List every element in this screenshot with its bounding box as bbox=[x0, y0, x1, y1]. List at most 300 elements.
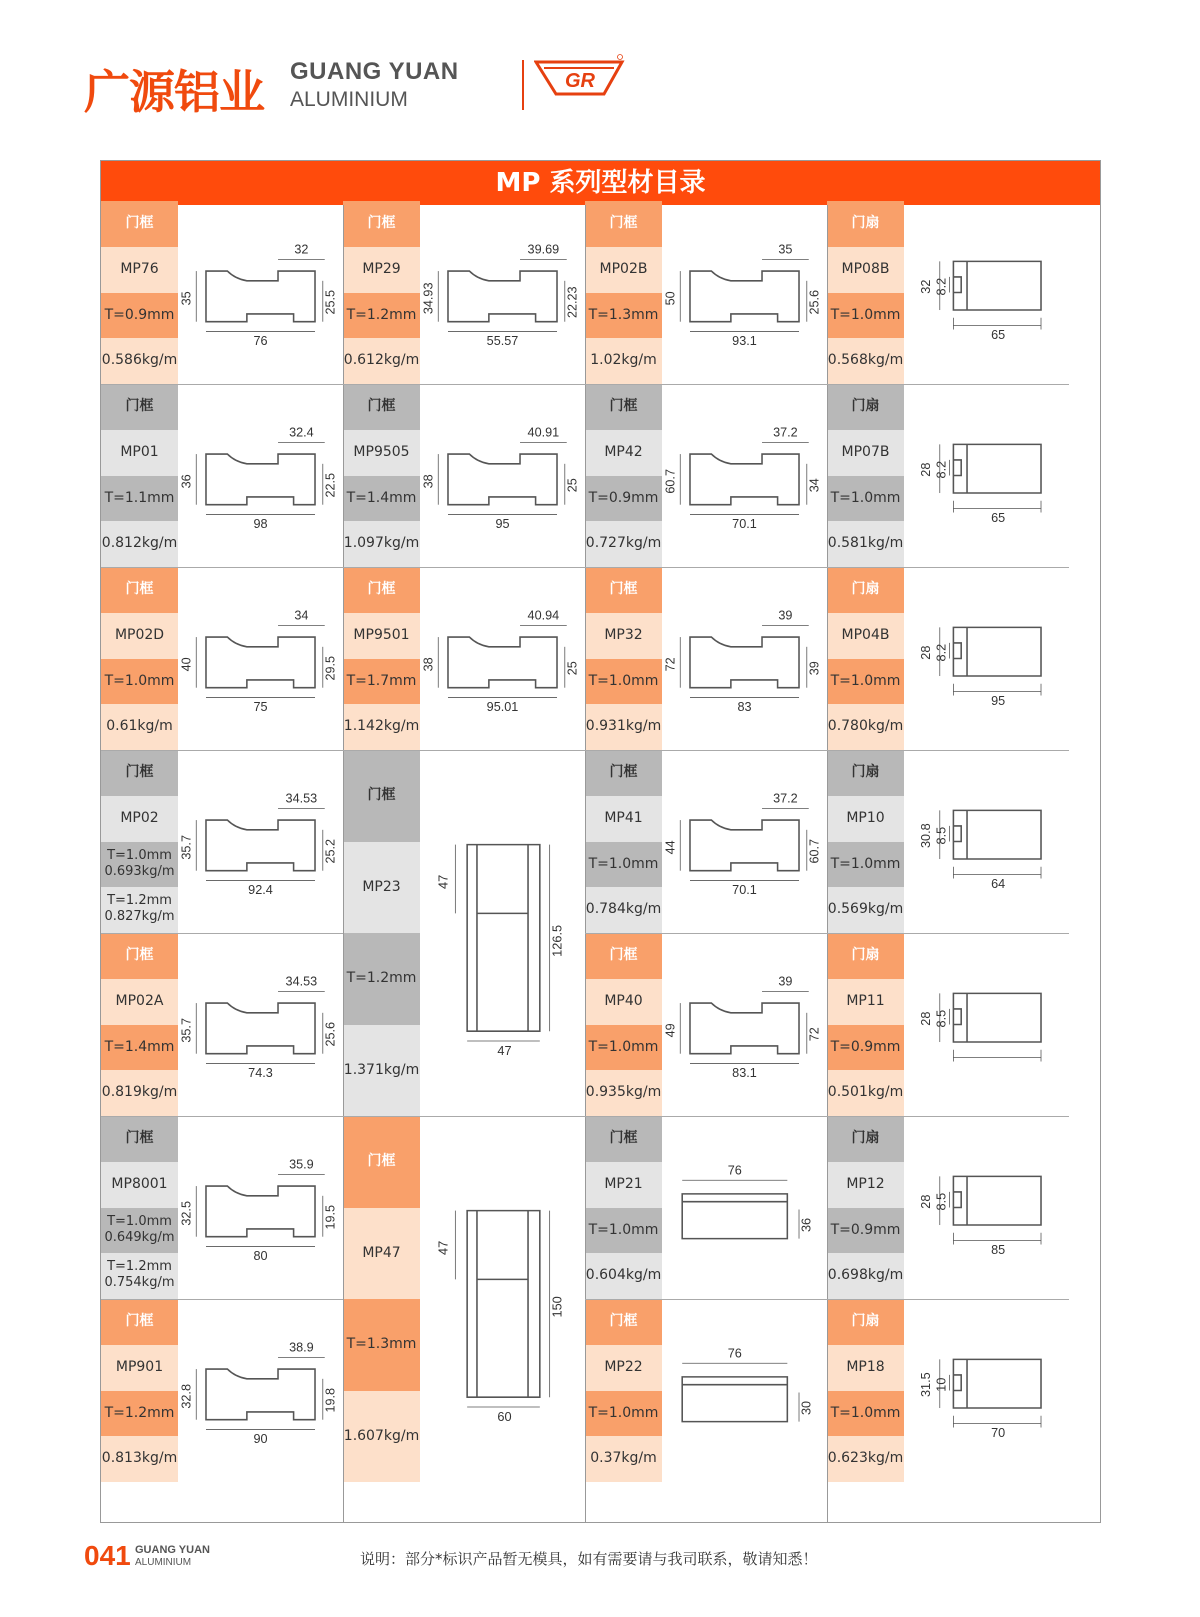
row-divider bbox=[827, 933, 1069, 934]
row-divider bbox=[585, 933, 827, 934]
unit-weight: 0.812kg/m bbox=[101, 521, 178, 567]
wall-thickness: T=1.7mm bbox=[343, 659, 420, 705]
profile-cell bbox=[827, 1116, 1069, 1299]
thickness-value: T=1.0mm bbox=[107, 847, 172, 863]
unit-weight: 1.097kg/m bbox=[343, 521, 420, 567]
row-divider bbox=[827, 1299, 1069, 1300]
catalog-title: MP 系列型材目录 bbox=[101, 161, 1100, 205]
dimension-label: 10 bbox=[934, 1377, 949, 1392]
profile-type: 门框 bbox=[585, 933, 662, 979]
dimension-label: 35.9 bbox=[289, 1157, 314, 1172]
model-number: MP32 bbox=[585, 613, 662, 659]
dimension-label: 32.8 bbox=[179, 1384, 194, 1409]
profile-drawing bbox=[420, 384, 585, 567]
column-divider bbox=[585, 205, 586, 1523]
dimension-label: 55.57 bbox=[486, 334, 519, 349]
dimension-label: 35.7 bbox=[179, 1018, 194, 1043]
profile-drawing-area bbox=[178, 1116, 343, 1299]
brand-logo-icon bbox=[534, 54, 626, 104]
profile-type: 门扇 bbox=[827, 567, 904, 613]
wall-thickness bbox=[101, 1208, 178, 1260]
profile-drawing-area bbox=[904, 201, 1069, 384]
profile-drawing bbox=[178, 384, 343, 567]
profile-drawing-area bbox=[178, 384, 343, 567]
dimension-label: 39.69 bbox=[527, 242, 560, 257]
profile-cell bbox=[585, 1116, 827, 1299]
brand-name-en-sub: ALUMINIUM bbox=[290, 88, 408, 111]
profile-cell bbox=[101, 750, 343, 933]
profile-drawing-area bbox=[662, 567, 827, 750]
dimension-label: 36 bbox=[799, 1217, 814, 1233]
profile-type: 门扇 bbox=[827, 933, 904, 979]
thickness-value: T=1.2mm bbox=[107, 893, 172, 909]
dimension-label: 37.2 bbox=[773, 425, 798, 440]
model-number: MP21 bbox=[585, 1162, 662, 1208]
dimension-label: 38.9 bbox=[289, 1340, 314, 1355]
unit-weight: 0.569kg/m bbox=[827, 887, 904, 933]
profile-drawing bbox=[662, 750, 827, 933]
profile-drawing bbox=[420, 1116, 585, 1482]
dimension-label: 40.94 bbox=[527, 608, 560, 623]
row-divider bbox=[101, 933, 343, 934]
unit-weight bbox=[101, 887, 178, 939]
footer-brand-sub: ALUMINIUM bbox=[135, 1557, 192, 1568]
weight-value: 0.827kg/m bbox=[104, 909, 175, 925]
profile-drawing-area bbox=[420, 201, 585, 384]
profile-drawing-area bbox=[178, 933, 343, 1116]
dimension-label: 95.01 bbox=[486, 700, 519, 715]
profile-type: 门扇 bbox=[827, 1116, 904, 1162]
model-number: MP02D bbox=[101, 613, 178, 659]
dimension-label: 36 bbox=[179, 474, 194, 489]
thickness-value: T=1.2mm bbox=[107, 1259, 172, 1275]
profile-drawing-area bbox=[662, 750, 827, 933]
model-number: MP22 bbox=[585, 1345, 662, 1391]
profile-drawing-area bbox=[904, 1299, 1069, 1482]
unit-weight: 1.607kg/m bbox=[343, 1391, 420, 1483]
profile-drawing bbox=[662, 1299, 827, 1482]
unit-weight: 0.586kg/m bbox=[101, 338, 178, 384]
profile-type: 门扇 bbox=[827, 384, 904, 430]
dimension-label: 34 bbox=[294, 608, 309, 623]
dimension-label: 92.4 bbox=[248, 883, 273, 898]
dimension-label: 25.2 bbox=[323, 838, 338, 864]
dimension-label: 30.8 bbox=[919, 823, 934, 848]
dimension-label: 34.93 bbox=[421, 282, 436, 315]
wall-thickness: T=1.0mm bbox=[101, 659, 178, 705]
dimension-label: 39 bbox=[807, 661, 822, 676]
dimension-label: 98 bbox=[253, 517, 268, 532]
row-divider bbox=[343, 567, 585, 568]
profile-drawing bbox=[178, 750, 343, 933]
brand-name-cn: 广源铝业 bbox=[84, 65, 264, 119]
profile-drawing bbox=[178, 933, 343, 1116]
profile-type: 门框 bbox=[343, 201, 420, 247]
page-number: 041 bbox=[84, 1540, 131, 1571]
profile-drawing bbox=[904, 201, 1069, 384]
model-number: MP11 bbox=[827, 979, 904, 1025]
profile-drawing-area bbox=[178, 1299, 343, 1482]
dimension-label: 47 bbox=[435, 874, 451, 890]
dimension-label: 22.23 bbox=[565, 286, 580, 319]
dimension-label: 37.2 bbox=[773, 791, 798, 806]
dimension-label: 70 bbox=[991, 1426, 1006, 1441]
unit-weight: 0.935kg/m bbox=[585, 1070, 662, 1116]
dimension-label: 70.1 bbox=[732, 517, 757, 532]
profile-cell bbox=[343, 384, 585, 567]
profile-type: 门框 bbox=[343, 384, 420, 430]
profile-drawing bbox=[420, 750, 585, 1116]
profile-drawing-area bbox=[420, 567, 585, 750]
unit-weight: 0.623kg/m bbox=[827, 1436, 904, 1482]
dimension-label: 60.7 bbox=[807, 838, 822, 864]
profile-type: 门框 bbox=[343, 1116, 420, 1208]
wall-thickness: T=1.0mm bbox=[585, 1025, 662, 1071]
profile-cell bbox=[101, 933, 343, 1116]
unit-weight: 0.604kg/m bbox=[585, 1253, 662, 1299]
unit-weight: 0.581kg/m bbox=[827, 521, 904, 567]
profile-drawing bbox=[662, 933, 827, 1116]
dimension-label: 8.2 bbox=[934, 277, 949, 296]
dimension-label: 47 bbox=[497, 1042, 512, 1058]
wall-thickness bbox=[101, 842, 178, 894]
wall-thickness: T=0.9mm bbox=[827, 1208, 904, 1254]
profile-cell bbox=[101, 201, 343, 384]
profile-drawing bbox=[904, 750, 1069, 933]
dimension-label: 39 bbox=[778, 608, 793, 623]
dimension-label: 8.5 bbox=[934, 1009, 949, 1028]
unit-weight: 0.813kg/m bbox=[101, 1436, 178, 1482]
wall-thickness: T=1.1mm bbox=[101, 476, 178, 522]
dimension-label: 40.91 bbox=[527, 425, 560, 440]
model-number: MP9505 bbox=[343, 430, 420, 476]
row-divider bbox=[101, 384, 343, 385]
unit-weight: 0.931kg/m bbox=[585, 704, 662, 750]
dimension-label: 32 bbox=[919, 279, 934, 294]
row-divider bbox=[343, 384, 585, 385]
wall-thickness: T=1.0mm bbox=[827, 659, 904, 705]
model-number: MP08B bbox=[827, 247, 904, 293]
dimension-label: 28 bbox=[919, 645, 934, 660]
profile-drawing bbox=[904, 384, 1069, 567]
dimension-label: 65 bbox=[991, 328, 1006, 343]
profile-drawing-area bbox=[662, 384, 827, 567]
wall-thickness: T=1.0mm bbox=[585, 1391, 662, 1437]
dimension-label: 76 bbox=[727, 1163, 742, 1178]
profile-cell bbox=[585, 384, 827, 567]
profile-type: 门框 bbox=[101, 750, 178, 796]
dimension-label: 60.7 bbox=[663, 469, 678, 494]
dimension-label: 40 bbox=[179, 657, 194, 672]
brand-mark-text: GR bbox=[565, 70, 595, 92]
unit-weight: 1.02kg/m bbox=[585, 338, 662, 384]
wall-thickness: T=1.0mm bbox=[585, 1208, 662, 1254]
dimension-label: 47 bbox=[435, 1240, 451, 1256]
model-number: MP18 bbox=[827, 1345, 904, 1391]
dimension-label: 35 bbox=[179, 291, 194, 306]
row-divider bbox=[343, 1116, 585, 1117]
profile-drawing-area bbox=[904, 567, 1069, 750]
profile-drawing-area bbox=[420, 750, 585, 1116]
dimension-label: 34.53 bbox=[285, 791, 318, 806]
column-divider bbox=[827, 205, 828, 1523]
dimension-label: 93.1 bbox=[732, 334, 757, 349]
profile-type: 门扇 bbox=[827, 1299, 904, 1345]
dimension-label: 75 bbox=[253, 700, 268, 715]
dimension-label: 32.5 bbox=[179, 1201, 194, 1226]
row-divider bbox=[343, 750, 585, 751]
wall-thickness: T=1.0mm bbox=[827, 293, 904, 339]
profile-type: 门框 bbox=[585, 1299, 662, 1345]
dimension-label: 126.5 bbox=[549, 924, 565, 957]
dimension-label: 28 bbox=[919, 1194, 934, 1209]
dimension-label: 72 bbox=[663, 657, 678, 672]
dimension-label: 34.53 bbox=[285, 974, 318, 989]
model-number: MP12 bbox=[827, 1162, 904, 1208]
dimension-label: 76 bbox=[253, 334, 268, 349]
profile-drawing bbox=[420, 567, 585, 750]
dimension-label: 39 bbox=[778, 974, 793, 989]
profile-cell-tall bbox=[343, 750, 585, 1116]
dimension-label: 64 bbox=[991, 877, 1006, 892]
model-number: MP901 bbox=[101, 1345, 178, 1391]
row-divider bbox=[827, 384, 1069, 385]
dimension-label: 19.8 bbox=[323, 1387, 338, 1413]
profile-type: 门框 bbox=[585, 1116, 662, 1162]
model-number: MP29 bbox=[343, 247, 420, 293]
profile-type: 门框 bbox=[101, 1116, 178, 1162]
model-number: MP02A bbox=[101, 979, 178, 1025]
dimension-label: 60 bbox=[497, 1408, 512, 1424]
profile-drawing-area bbox=[662, 1116, 827, 1299]
profile-cell bbox=[585, 1299, 827, 1482]
profile-drawing bbox=[904, 567, 1069, 750]
dimension-label: 25 bbox=[565, 478, 580, 493]
model-number: MP42 bbox=[585, 430, 662, 476]
profile-drawing-area bbox=[178, 567, 343, 750]
profile-drawing bbox=[662, 201, 827, 384]
thickness-value: T=1.0mm bbox=[107, 1213, 172, 1229]
catalog-table bbox=[100, 160, 1101, 1523]
profile-type: 门框 bbox=[101, 1299, 178, 1345]
profile-cell bbox=[101, 384, 343, 567]
wall-thickness: T=1.2mm bbox=[343, 933, 420, 1025]
row-divider bbox=[101, 750, 343, 751]
dimension-label: 85 bbox=[991, 1243, 1006, 1258]
profile-type: 门框 bbox=[101, 384, 178, 430]
row-divider bbox=[827, 567, 1069, 568]
model-number: MP9501 bbox=[343, 613, 420, 659]
row-divider bbox=[585, 384, 827, 385]
profile-cell bbox=[827, 750, 1069, 933]
profile-type: 门框 bbox=[585, 384, 662, 430]
dimension-label: 72 bbox=[807, 1027, 822, 1042]
dimension-label: 30 bbox=[799, 1400, 814, 1416]
profile-drawing bbox=[178, 1116, 343, 1299]
model-number: MP01 bbox=[101, 430, 178, 476]
profile-cell-tall bbox=[343, 1116, 585, 1482]
wall-thickness: T=1.0mm bbox=[827, 842, 904, 888]
dimension-label: 95 bbox=[495, 517, 510, 532]
profile-type: 门扇 bbox=[827, 201, 904, 247]
unit-weight: 0.61kg/m bbox=[101, 704, 178, 750]
row-divider bbox=[101, 1116, 343, 1117]
dimension-label: 8.2 bbox=[934, 643, 949, 662]
profile-drawing-area bbox=[662, 201, 827, 384]
footer-note: 说明：部分*标识产品暂无模具，如有需要请与我司联系，敬请知悉！ bbox=[360, 1550, 818, 1568]
model-number: MP23 bbox=[343, 842, 420, 934]
dimension-label: 28 bbox=[919, 1011, 934, 1026]
model-number: MP10 bbox=[827, 796, 904, 842]
wall-thickness: T=1.0mm bbox=[827, 476, 904, 522]
wall-thickness: T=0.9mm bbox=[101, 293, 178, 339]
wall-thickness: T=0.9mm bbox=[827, 1025, 904, 1071]
model-number: MP8001 bbox=[101, 1162, 178, 1208]
dimension-label: 70.1 bbox=[732, 883, 757, 898]
dimension-label: 80 bbox=[253, 1249, 268, 1264]
wall-thickness: T=1.2mm bbox=[101, 1391, 178, 1437]
row-divider bbox=[585, 1299, 827, 1300]
profile-drawing bbox=[662, 384, 827, 567]
profile-drawing bbox=[178, 567, 343, 750]
dimension-label: 34 bbox=[807, 478, 822, 493]
row-divider bbox=[101, 567, 343, 568]
wall-thickness: T=1.0mm bbox=[585, 659, 662, 705]
profile-cell bbox=[827, 201, 1069, 384]
weight-value: 0.754kg/m bbox=[104, 1275, 175, 1291]
profile-cell bbox=[827, 567, 1069, 750]
row-divider bbox=[585, 1116, 827, 1117]
dimension-label: 38 bbox=[421, 657, 436, 672]
column-divider bbox=[343, 205, 344, 1523]
dimension-label: 74.3 bbox=[248, 1066, 273, 1081]
wall-thickness: T=1.3mm bbox=[343, 1299, 420, 1391]
row-divider bbox=[585, 750, 827, 751]
weight-value: 0.693kg/m bbox=[104, 863, 175, 879]
profile-cell bbox=[827, 933, 1069, 1116]
dimension-label: 22.5 bbox=[323, 472, 338, 498]
dimension-label: 32 bbox=[294, 242, 309, 257]
profile-type: 门框 bbox=[101, 201, 178, 247]
profile-drawing-area bbox=[904, 933, 1069, 1116]
model-number: MP04B bbox=[827, 613, 904, 659]
wall-thickness: T=0.9mm bbox=[585, 476, 662, 522]
wall-thickness: T=1.4mm bbox=[343, 476, 420, 522]
dimension-label: 8.5 bbox=[934, 826, 949, 845]
profile-type: 门框 bbox=[585, 567, 662, 613]
dimension-label: 38 bbox=[421, 474, 436, 489]
profile-drawing bbox=[904, 933, 1069, 1116]
profile-drawing bbox=[178, 201, 343, 384]
brand-header bbox=[84, 52, 604, 122]
model-number: MP47 bbox=[343, 1208, 420, 1300]
profile-type: 门框 bbox=[101, 567, 178, 613]
footer-brand: GUANG YUAN bbox=[135, 1544, 210, 1556]
wall-thickness: T=1.4mm bbox=[101, 1025, 178, 1071]
model-number: MP76 bbox=[101, 247, 178, 293]
row-divider bbox=[585, 567, 827, 568]
dimension-label: 83 bbox=[737, 700, 752, 715]
profile-type: 门框 bbox=[343, 750, 420, 842]
profile-drawing-area bbox=[904, 384, 1069, 567]
dimension-label: 90 bbox=[253, 1432, 268, 1447]
dimension-label: 29.5 bbox=[323, 655, 338, 681]
unit-weight: 0.780kg/m bbox=[827, 704, 904, 750]
profile-cell bbox=[101, 567, 343, 750]
profile-cell bbox=[585, 567, 827, 750]
profile-cell bbox=[585, 933, 827, 1116]
profile-cell bbox=[585, 201, 827, 384]
dimension-label: 28 bbox=[919, 462, 934, 477]
dimension-label: 44 bbox=[663, 840, 678, 855]
dimension-label: 65 bbox=[991, 511, 1006, 526]
dimension-label: 35 bbox=[778, 242, 793, 257]
model-number: MP07B bbox=[827, 430, 904, 476]
row-divider bbox=[827, 1116, 1069, 1117]
profile-drawing-area bbox=[662, 933, 827, 1116]
dimension-label: 31.5 bbox=[919, 1372, 934, 1397]
profile-drawing bbox=[178, 1299, 343, 1482]
profile-type: 门框 bbox=[585, 201, 662, 247]
profile-drawing-area bbox=[904, 1116, 1069, 1299]
unit-weight: 0.698kg/m bbox=[827, 1253, 904, 1299]
wall-thickness: T=1.0mm bbox=[585, 842, 662, 888]
dimension-label: 25.5 bbox=[323, 289, 338, 315]
profile-drawing bbox=[662, 567, 827, 750]
dimension-label: 83.1 bbox=[732, 1066, 757, 1081]
profile-cell bbox=[101, 1299, 343, 1482]
unit-weight: 0.37kg/m bbox=[585, 1436, 662, 1482]
profile-cell bbox=[827, 384, 1069, 567]
dimension-label: 32.4 bbox=[289, 425, 314, 440]
unit-weight: 1.142kg/m bbox=[343, 704, 420, 750]
profile-cell bbox=[343, 201, 585, 384]
wall-thickness: T=1.3mm bbox=[585, 293, 662, 339]
dimension-label: 25 bbox=[565, 661, 580, 676]
model-number: MP02 bbox=[101, 796, 178, 842]
unit-weight: 0.819kg/m bbox=[101, 1070, 178, 1116]
dimension-label: 25.6 bbox=[807, 289, 822, 315]
profile-drawing-area bbox=[420, 384, 585, 567]
dimension-label: 50 bbox=[663, 291, 678, 306]
dimension-label: 49 bbox=[663, 1023, 678, 1038]
dimension-label: 8.5 bbox=[934, 1192, 949, 1211]
weight-value: 0.649kg/m bbox=[104, 1229, 175, 1245]
profile-drawing bbox=[420, 201, 585, 384]
profile-type: 门框 bbox=[101, 933, 178, 979]
profile-drawing bbox=[662, 1116, 827, 1299]
profile-cell bbox=[343, 567, 585, 750]
dimension-label: 76 bbox=[727, 1346, 742, 1361]
dimension-label: 35.7 bbox=[179, 835, 194, 860]
row-divider bbox=[827, 750, 1069, 751]
profile-drawing-area bbox=[662, 1299, 827, 1482]
profile-drawing bbox=[904, 1116, 1069, 1299]
dimension-label: 8.2 bbox=[934, 460, 949, 479]
profile-drawing-area bbox=[904, 750, 1069, 933]
unit-weight: 0.727kg/m bbox=[585, 521, 662, 567]
brand-divider bbox=[522, 60, 524, 110]
unit-weight: 0.568kg/m bbox=[827, 338, 904, 384]
profile-drawing-area bbox=[420, 1116, 585, 1482]
wall-thickness: T=1.2mm bbox=[343, 293, 420, 339]
dimension-label: 95 bbox=[991, 694, 1006, 709]
dimension-label: 150 bbox=[549, 1296, 565, 1318]
profile-type: 门扇 bbox=[827, 750, 904, 796]
dimension-label: 19.5 bbox=[323, 1204, 338, 1230]
profile-type: 门框 bbox=[343, 567, 420, 613]
model-number: MP02B bbox=[585, 247, 662, 293]
